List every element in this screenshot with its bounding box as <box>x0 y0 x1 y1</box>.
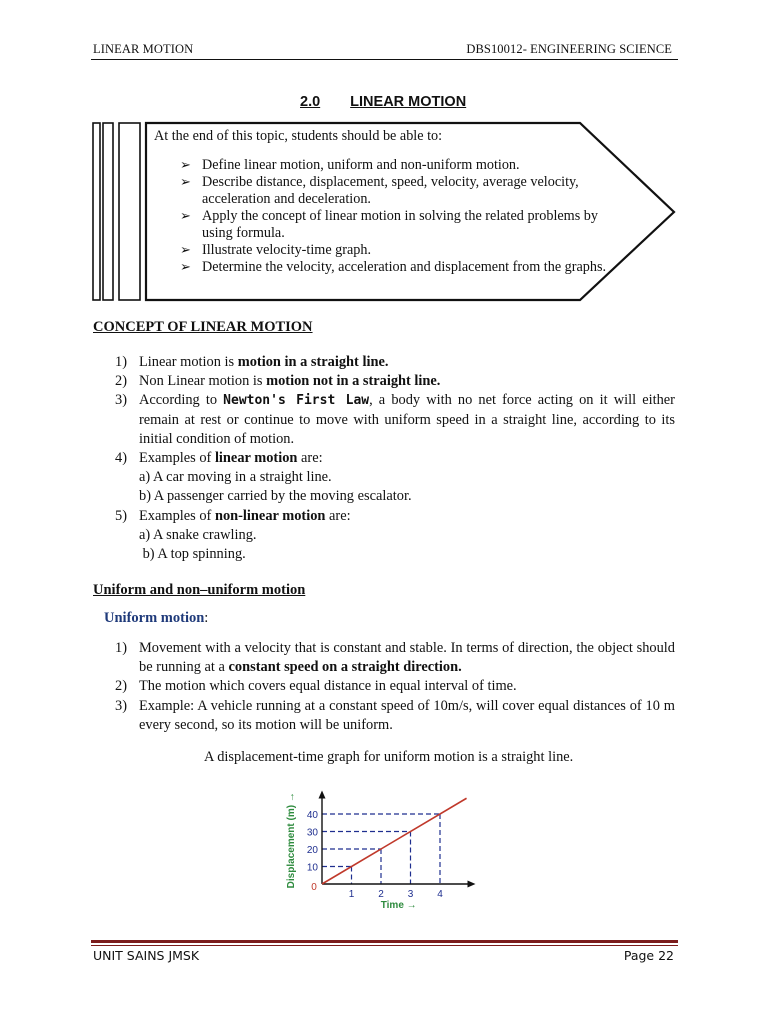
x-axis-title: Time → <box>380 900 417 911</box>
footer-rule-thick <box>91 940 678 943</box>
list-item: 1) Linear motion is motion in a straight line. <box>115 354 389 370</box>
frame-bar-2 <box>103 123 113 300</box>
x-axis-arrow <box>468 881 476 888</box>
page-number: Page 22 <box>623 948 674 963</box>
y-axis-title: Displacement (m) → <box>286 792 297 889</box>
example-line: b) A passenger carried by the moving escalator. <box>139 488 412 505</box>
x-tick-label: 3 <box>407 889 414 900</box>
objective-item: ➢ Illustrate velocity-time graph. <box>180 242 628 259</box>
graph-caption: A displacement-time graph for uniform motion is a straight line. <box>204 749 574 765</box>
list-item: 2) Non Linear motion is motion not in a straight line. <box>115 373 441 390</box>
y-tick-label: 30 <box>306 827 318 839</box>
x-tick-label: 1 <box>348 889 355 900</box>
origin-label: 0 <box>311 882 317 893</box>
frame-bar-1 <box>93 123 100 300</box>
list-item: 3) Example: A vehicle running at a constant speed of 10m/s, will cover equal distances of 10 m every second, so its motion will be uniform. <box>115 697 675 733</box>
uniform-subheading: Uniform motion: <box>104 610 209 626</box>
objective-item: ➢ Apply the concept of linear motion in solving the related problems by using formula. <box>180 208 628 242</box>
list-item: 5) Examples of non-linear motion are: a) A snake crawling. b) A top spinning. <box>93 507 675 565</box>
uniform-list <box>93 639 675 735</box>
objective-item: ➢ Describe distance, displacement, speed, velocity, average velocity, acceleration and deceleration. <box>180 174 628 208</box>
example-line: b) A top spinning. <box>139 546 246 563</box>
objective-item: ➢ Define linear motion, uniform and non-uniform motion. <box>180 157 628 174</box>
page-title <box>300 94 466 110</box>
title-number: 2.0 <box>300 94 321 110</box>
displacement-time-chart <box>270 772 480 914</box>
list-item: 1) Movement with a velocity that is constant and stable. In terms of direction, the object should be running at a constant speed on a straight direction. <box>115 640 675 676</box>
list-item: 2) The motion which covers equal distance in equal interval of time. <box>115 678 517 695</box>
frame-bar-3 <box>119 123 140 300</box>
footer-left: UNIT SAINS JMSK <box>93 948 200 963</box>
header-rule <box>91 59 678 60</box>
y-tick-label: 10 <box>306 862 318 874</box>
concept-heading: CONCEPT OF LINEAR MOTION <box>93 319 313 335</box>
objective-item: ➢ Determine the velocity, acceleration and displacement from the graphs. <box>180 259 628 276</box>
data-line <box>322 798 467 884</box>
y-tick-label: 20 <box>306 845 318 856</box>
uniform-heading: Uniform and non–uniform motion <box>93 582 306 598</box>
x-tick-label: 2 <box>378 889 384 900</box>
objectives-intro: At the end of this topic, students should be able to: <box>154 128 443 144</box>
x-tick-label: 4 <box>437 889 443 900</box>
concept-list <box>93 353 675 564</box>
footer-rule-thin <box>91 945 678 946</box>
y-tick-label: 40 <box>306 810 318 821</box>
example-line: a) A snake crawling. <box>139 526 257 543</box>
title-text: LINEAR MOTION <box>350 94 467 110</box>
header-right: DBS10012- ENGINEERING SCIENCE <box>466 42 672 56</box>
y-axis-arrow <box>319 791 326 799</box>
list-item: 4) Examples of linear motion are: a) A car moving in a straight line. b) A passenger carried by the moving escalator. <box>93 449 675 507</box>
example-line: a) A car moving in a straight line. <box>139 469 332 486</box>
header-left: LINEAR MOTION <box>93 42 194 56</box>
list-item: 3) According to Newton's First Law, a body with no net force acting on it will either remain at rest or continue to move with uniform speed in a straight line, according to its initial condition of motion. <box>115 392 675 447</box>
objectives-list <box>180 157 628 276</box>
